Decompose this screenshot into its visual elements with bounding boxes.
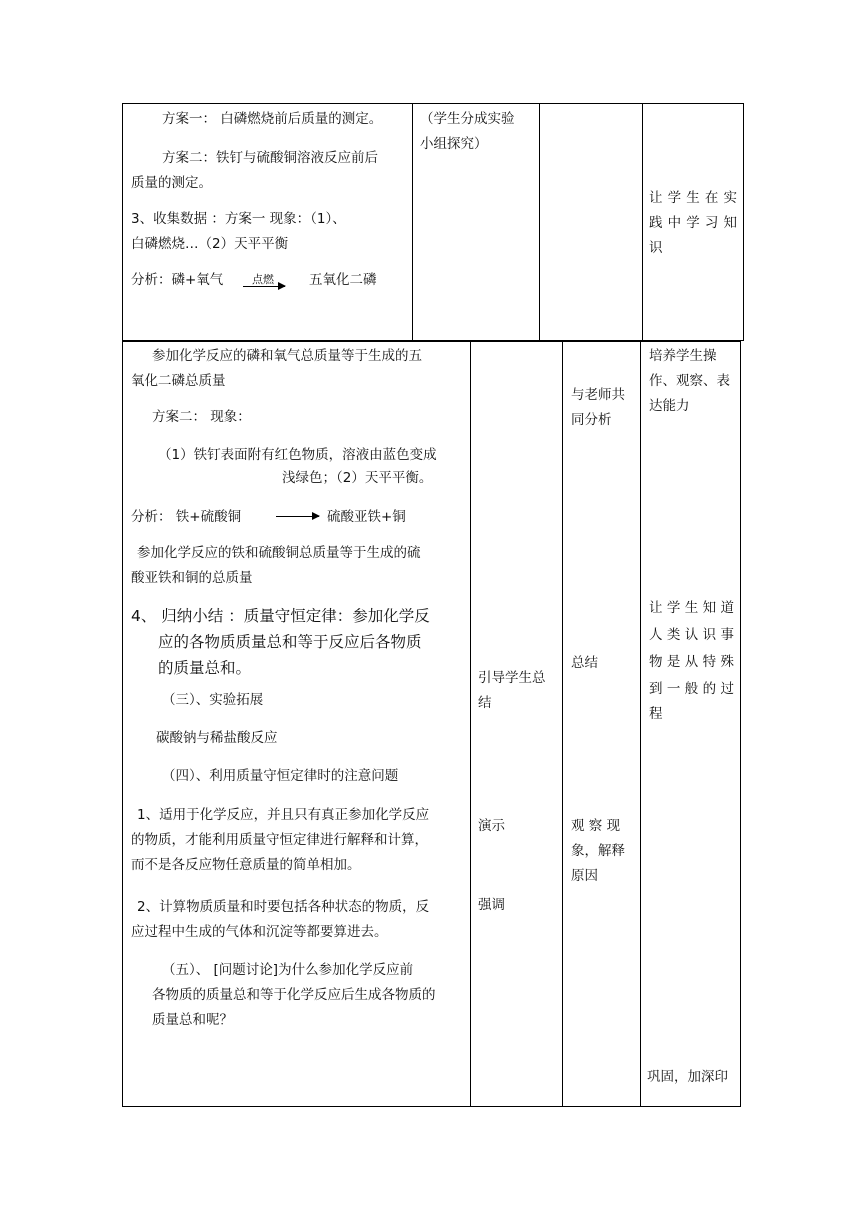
discussion-text: 质量总和呢？	[152, 1012, 233, 1028]
observation-text: （1）铁钉表面附有红色物质，溶液由蓝色变成	[158, 447, 437, 463]
analysis-product: 硫酸亚铁+铜	[327, 509, 406, 525]
arrow-condition-label: 点燃	[252, 273, 274, 286]
purpose-text: 践中学习知	[649, 215, 737, 231]
student-activity-text: 与老师共	[571, 387, 625, 403]
column-divider	[640, 342, 641, 1106]
discussion-text: 各物质的质量总和等于化学反应后生成各物质的	[152, 987, 436, 1003]
teacher-activity-text: 强调	[478, 897, 505, 913]
summary-heading: 4、 归纳小结 ：质量守恒定律：参加化学反	[131, 607, 430, 625]
column-divider	[539, 104, 540, 340]
column-divider	[470, 342, 471, 1106]
purpose-text: 培养学生操	[649, 348, 717, 364]
section-heading: （三）、实验拓展	[162, 692, 264, 708]
plan-two-text: 方案二：铁钉与硫酸铜溶液反应前后	[162, 150, 378, 166]
analysis-reactants: 分析：磷+氧气	[131, 272, 224, 288]
purpose-text: 程	[649, 706, 663, 722]
analysis-product: 五氧化二磷	[309, 272, 377, 288]
purpose-text: 到一般的过	[649, 681, 734, 697]
purpose-text: 巩固，加深印	[647, 1069, 728, 1085]
plan-one-text: 方案一： 白磷燃烧前后质量的测定。	[162, 111, 383, 127]
conclusion-text: 酸亚铁和铜的总质量	[131, 570, 253, 586]
student-activity-text: 同分析	[571, 412, 612, 428]
section-heading: （四）、利用质量守恒定律时的注意问题	[162, 768, 399, 784]
teacher-activity-text: 引导学生总	[478, 670, 546, 686]
note-text: 的物质，才能利用质量守恒定律进行解释和计算，	[131, 832, 428, 848]
analysis-reactants: 分析： 铁+硫酸铜	[131, 509, 242, 525]
student-activity-text: 观 察 现	[571, 818, 621, 834]
reaction-arrow-icon	[243, 286, 285, 287]
student-activity-text: 小组探究）	[420, 136, 488, 152]
teacher-activity-text: 演示	[478, 818, 505, 834]
column-divider	[412, 104, 413, 340]
column-divider	[642, 104, 643, 340]
purpose-text: 物是从特殊	[649, 654, 734, 670]
purpose-text: 作、观察、表	[649, 373, 730, 389]
note-text: 而不是各反应物任意质量的简单相加。	[131, 857, 361, 873]
purpose-text: 让学生知道	[649, 600, 734, 616]
summary-text: 应的各物质质量总和等于反应后各物质	[158, 633, 422, 651]
purpose-text: 识	[649, 240, 663, 256]
note-text: 1、适用于化学反应，并且只有真正参加化学反应	[137, 807, 430, 823]
collect-data-text: 白磷燃烧…（2）天平平衡	[131, 236, 289, 252]
summary-text: 的质量总和。	[158, 659, 252, 677]
student-activity-text: （学生分成实验	[420, 111, 515, 127]
note-text: 应过程中生成的气体和沉淀等都要算进去。	[131, 924, 388, 940]
student-activity-text: 原因	[571, 868, 598, 884]
discussion-text: （五）、 [问题讨论]为什么参加化学反应前	[162, 962, 414, 978]
note-text: 2、计算物质质量和时要包括各种状态的物质，反	[137, 899, 430, 915]
purpose-text: 达能力	[649, 398, 690, 414]
conclusion-text: 参加化学反应的铁和硫酸铜总质量等于生成的硫	[137, 545, 421, 561]
teacher-activity-text: 结	[478, 695, 492, 711]
extension-text: 碳酸钠与稀盐酸反应	[156, 730, 278, 746]
reaction-arrow-icon	[276, 516, 319, 517]
conclusion-text: 氧化二磷总质量	[131, 373, 226, 389]
purpose-text: 人类认识事	[649, 627, 734, 643]
collect-data-text: 3、收集数据 ：方案一 现象：（1）、	[131, 211, 346, 227]
purpose-text: 让学生在实	[649, 190, 737, 206]
conclusion-text: 参加化学反应的磷和氧气总质量等于生成的五	[152, 348, 422, 364]
column-divider	[562, 342, 563, 1106]
student-activity-text: 象，解释	[571, 843, 625, 859]
plan-two-observation: 方案二： 现象：	[152, 409, 251, 425]
observation-text: 浅绿色；（2）天平平衡。	[282, 470, 433, 486]
plan-two-text: 质量的测定。	[131, 175, 212, 191]
student-activity-text: 总结	[571, 655, 598, 671]
